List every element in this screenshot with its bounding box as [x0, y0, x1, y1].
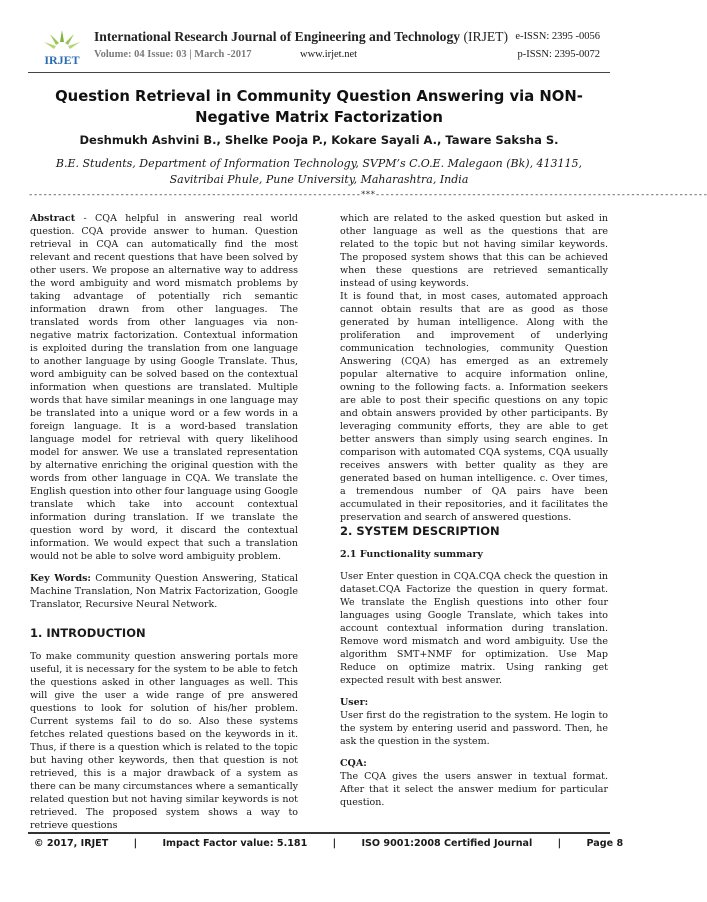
cqa-text: The CQA gives the users answer in textual format. After that it select the answer medium for particular question. — [340, 771, 608, 808]
functionality-text: User Enter question in CQA.CQA check the question in dataset.CQA Factorize the question in query format. We translate the English questions into other four languages using Google Translate, which takes into account contextual information during translation. Remove word mismatch and word ambiguity. Use the algorithm SMT+NMF for optimization. Use Map Reduce on optimize matrix. Using ranking get expected result with best answer. — [340, 571, 608, 686]
system-description-heading: 2. SYSTEM DESCRIPTION — [340, 524, 500, 538]
footer-separator: | — [557, 838, 562, 849]
left-column — [30, 212, 298, 832]
paper-title: Question Retrieval in Community Question Answering via NON-Negative Matrix Factorization — [55, 88, 583, 126]
right-column — [340, 212, 608, 809]
abstract-text: - CQA helpful in answering real world question. CQA provide answer to human. Question retrieval in CQA can automatically find the most relevant and recent questions that have been solved by other users. We propose an alternative way to address the word ambiguity and word mismatch problems by taking advantage of potentially rich semantic information drawn from other languages. The translated words from other languages via non-negative matrix factorization. Contextual information is exploited during the translation from one language to another language by using Google Translate. Thus, word ambiguity can be solved based on the contextual information when questions are translated. Multiple words that have similar meanings in one language may be translated into a unique word or a few words in a foreign language. It is a word-based translation language model for retrieval with query likelihood model for answer. We use a translated representation by alternative enriching the original question with the words from other language in CQA. We translate the English question into other four language using Google translate which take into account contextual information during translation. If we translate the question word by word, it discard the contextual information. We would expect that such a translation would not be able to solve word ambiguity problem. — [30, 213, 298, 562]
cqa-paragraph: It is found that, in most cases, automated approach cannot obtain results that are as good as those generated by human intelligence. Along with the proliferation and improvement of underlying communication technologies, community Question Answering (CQA) has emerged as an extremely popular alternative to acquire information online, owning to the following facts. a. Information seekers are able to post their specific questions on any topic and obtain answers provided by other participants. By leveraging community efforts, they are able to get better answers than simply using search engines. In comparison with automated CQA systems, CQA usually receives answers with better quality as they are generated based on human intelligence. c. Over times, a tremendous number of QA pairs have been accumulated in their repositories, and it facilitates the preservation and search of answered questions. — [340, 291, 608, 523]
introduction-continued: which are related to the asked question but asked in other language as well as the questions that are related to the topic but not having similar keywords. The proposed system shows that this can be achieved when these questions are retrieved semantically instead of using keywords. — [340, 213, 608, 289]
paper-affiliation: B.E. Students, Department of Information Technology, SVPM’s C.O.E. Malegaon (Bk), 413115, Savitribai Phule, Pune University, Maharashtra, India — [55, 157, 583, 186]
journal-url: www.irjet.net — [300, 49, 358, 60]
paper-authors: Deshmukh Ashvini B., Shelke Pooja P., Kokare Sayali A., Taware Saksha S. — [79, 133, 559, 147]
keywords-label: Key Words: — [30, 573, 91, 584]
user-heading: User: — [340, 697, 369, 708]
footer-separator: | — [133, 838, 138, 849]
keywords-text: Community Question Answering, Statical Machine Translation, Non Matrix Factorization, Google Translator, Recursive Neural Network. — [30, 573, 299, 610]
footer-iso: ISO 9001:2008 Certified Journal — [361, 838, 533, 849]
footer-separator: | — [332, 838, 337, 849]
abstract — [30, 212, 298, 563]
functionality-heading: 2.1 Functionality summary — [340, 549, 483, 560]
irjet-logo — [40, 28, 84, 68]
title-separator: ---------------------------------------------------------------------***--------------------------------------------------------------------- — [28, 190, 707, 200]
introduction-text: To make community question answering portals more useful, it is necessary for the system to be able to fetch the questions asked in other languages as well. This will give the user a wide range of pre answered questions to look for solution of his/her problem. Current systems fail to do so. Also these systems fetches related questions based on the keywords in it. Thus, if there is a question which is related to the topic but having other keywords, then that question is not retrieved, this is a major drawback of a system as there can be many circumstances where a semantically related question but not having similar keywords is not retrieved. The proposed system shows a way to retrieve questions — [30, 651, 298, 831]
introduction-heading: 1. INTRODUCTION — [30, 626, 146, 640]
footer-impact: Impact Factor value: 5.181 — [162, 838, 308, 849]
journal-header — [40, 28, 600, 72]
footer-rule — [28, 832, 610, 834]
abstract-label: Abstract — [30, 213, 76, 224]
cqa-heading: CQA: — [340, 758, 367, 769]
volume-issue: Volume: 04 Issue: 03 | March -2017 — [94, 49, 252, 60]
journal-name: International Research Journal of Engineering and Technology (IRJET) — [94, 29, 509, 44]
footer-copyright: © 2017, IRJET — [34, 838, 109, 849]
header-rule — [28, 72, 610, 73]
eissn: e-ISSN: 2395 -0056 — [515, 31, 600, 42]
page-footer — [34, 838, 624, 849]
user-text: User first do the registration to the system. He login to the system by entering userid and password. Then, he ask the question in the system. — [340, 710, 608, 747]
footer-page: Page 8 — [586, 838, 624, 849]
svg-text:IRJET: IRJET — [44, 53, 80, 67]
keywords — [30, 572, 298, 611]
pissn: p-ISSN: 2395-0072 — [517, 49, 600, 60]
